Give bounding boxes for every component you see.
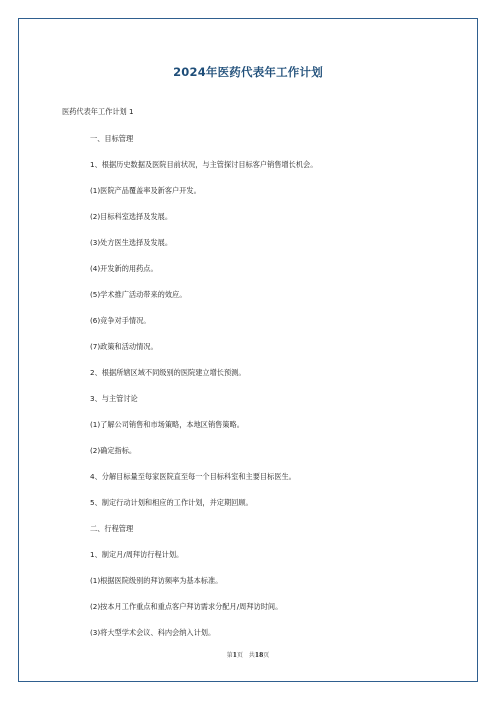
paragraph: (1)医院产品覆盖率及新客户开发。: [90, 186, 201, 195]
page-current: 1: [232, 652, 237, 659]
paragraph: 5、制定行动计划和相应的工作计划，并定期回顾。: [90, 498, 253, 507]
page-border: [18, 18, 478, 682]
paragraph: 一、目标管理: [90, 134, 134, 143]
document-subtitle: 医药代表年工作计划 1: [62, 107, 134, 116]
paragraph: 1、制定月/周拜访行程计划。: [90, 550, 184, 559]
paragraph: (2)确定指标。: [90, 446, 137, 455]
paragraph: 二、行程管理: [90, 524, 134, 533]
paragraph: (5)学术推广活动带来的效应。: [90, 290, 187, 299]
page-suffix: 页: [263, 652, 270, 659]
paragraph: 3、与主管讨论: [90, 394, 138, 403]
paragraph: 4、分解目标量至每家医院直至每一个目标科室和主要目标医生。: [90, 472, 296, 481]
paragraph: (1)了解公司销售和市场策略，本地区销售策略。: [90, 420, 244, 429]
paragraph: 1、根据历史数据及医院目前状况，与主管探讨目标客户销售增长机会。: [90, 160, 318, 169]
document-title: 2024年医药代表年工作计划: [173, 65, 323, 79]
page-number-footer: [0, 650, 496, 659]
paragraph: (2)按本月工作重点和重点客户拜访需求分配月/周拜访时间。: [90, 602, 283, 611]
page-mid: 页 共: [236, 652, 255, 659]
paragraph: (6)竞争对手情况。: [90, 316, 151, 325]
paragraph: (4)开发新的用药点。: [90, 264, 158, 273]
page-prefix: 第: [226, 652, 233, 659]
page-total: 18: [254, 652, 264, 659]
paragraph: (2)目标科室选择及发展。: [90, 212, 173, 221]
paragraph: (1)根据医院级别的拜访频率为基本标准。: [90, 576, 223, 585]
paragraph: 2、根据所辖区域不同级别的医院建立增长预测。: [90, 368, 246, 377]
paragraph: (3)处方医生选择及发展。: [90, 238, 173, 247]
paragraph: (3)将大型学术会议、科内会纳入计划。: [90, 628, 216, 637]
paragraph: (7)政策和活动情况。: [90, 342, 158, 351]
